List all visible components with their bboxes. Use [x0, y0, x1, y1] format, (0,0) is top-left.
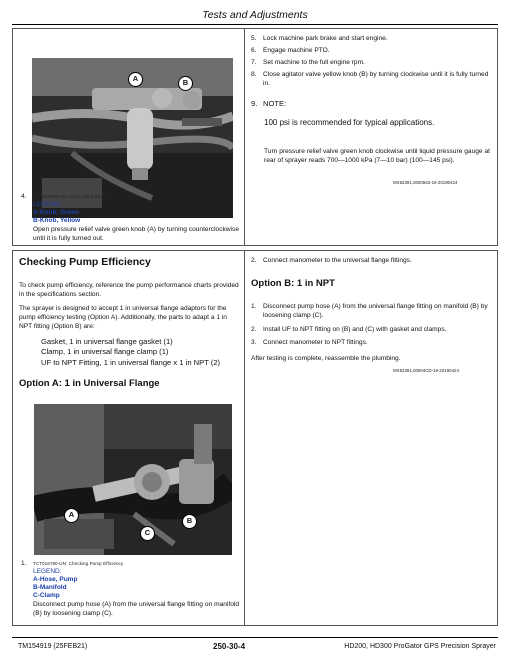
callout-c: C: [140, 526, 155, 541]
figure-id: TCT016780-UN: Checking Pump Efficiency: [33, 561, 124, 566]
parts-list-item: Clamp, 1 in universal flange clamp (1): [41, 347, 169, 357]
step-item: 6. Engage machine PTO.: [251, 47, 330, 54]
legend-item: B-Knob, Yellow: [33, 217, 81, 224]
after-testing-text: After testing is complete, reassemble the plumbing.: [251, 355, 401, 362]
figure-caption: Open pressure relief valve green knob (A) by turning counterclockwise until it is fully turned out.: [33, 226, 239, 243]
step-item: 7. Set machine to the full engine rpm.: [251, 59, 365, 66]
top-section-frame: [12, 28, 498, 246]
step-item: 5. Lock machine park brake and start engine.: [251, 35, 388, 42]
step-item: 2. Install UF to NPT fitting on (B) and (C) with gasket and clamps.: [251, 326, 447, 333]
note-label: 9. NOTE:: [251, 99, 287, 108]
callout-b: B: [182, 514, 197, 529]
legend-item: B-Manifold: [33, 584, 67, 591]
pump-flange-photo: [34, 404, 232, 555]
note-text: 100 psi is recommended for typical applications.: [264, 118, 435, 127]
footer-manual-id: TM154919 (25FEB21): [18, 643, 88, 650]
intro-paragraph: To check pump efficiency, reference the pump performance charts provided in the specifications section.: [19, 282, 239, 299]
bottom-section-frame: [12, 250, 498, 626]
figure-number: 1.: [21, 560, 27, 567]
step-item: 2. Connect manometer to the universal flange fittings.: [251, 257, 412, 264]
step-item: 8. Close agitator valve yellow knob (B) by turning clockwise until it is fully turned in.: [251, 71, 489, 87]
parts-list-item: Gasket, 1 in universal flange gasket (1): [41, 337, 173, 346]
figure-caption: Disconnect pump hose (A) from the universal flange fitting on manifold (B) by loosening clamp (C).: [33, 601, 239, 618]
doc-id: MX52391,00004CD-19-20190424: [393, 368, 459, 373]
footer-page-number: 250-30-4: [213, 642, 246, 651]
step-item: 3. Connect manometer to NPT fittings.: [251, 339, 368, 346]
callout-a: A: [128, 72, 143, 87]
bottom-column-divider: [244, 251, 245, 625]
top-column-divider: [244, 29, 245, 245]
callout-b: B: [178, 76, 193, 91]
legend-title: LEGEND:: [33, 201, 62, 208]
option-b-title: Option B: 1 in NPT: [251, 278, 335, 289]
figure-number: 4.: [21, 193, 27, 200]
parts-list-item: UF to NPT Fitting, 1 in universal flange x 1 in NPT (2): [41, 357, 221, 367]
page-header-title: Tests and Adjustments: [202, 9, 308, 21]
step-item: 1. Disconnect pump hose (A) from the universal flange fitting on manifold (B) by loosening clamp (C).: [251, 303, 488, 319]
callout-a: A: [64, 508, 79, 523]
header-rule: [12, 24, 498, 25]
footer-product-name: HD200, HD300 ProGator GPS Precision Sprayer: [344, 643, 496, 650]
option-a-title: Option A: 1 in Universal Flange: [19, 378, 160, 389]
intro-paragraph-2: The sprayer is designed to accept 1 in universal flange adaptors for the pump efficiency testing (Option A). Additionally, the parts to adapt a 1 in NPT fitting (Option B) are:: [19, 305, 227, 331]
section-title: Checking Pump Efficiency: [19, 256, 151, 268]
pressure-paragraph: Turn pressure relief valve green knob clockwise until liquid pressure gauge at rear of sprayer reads 700—1000 kPa (7—10 bar) (100—145 psi).: [264, 148, 490, 165]
legend-item: C-Clamp: [33, 592, 60, 599]
footer-rule: [12, 637, 498, 638]
legend-title: LEGEND:: [33, 568, 62, 575]
parts-list: [41, 337, 241, 368]
legend-item: A-Hose, Pump: [33, 576, 78, 583]
figure-id: TCT016290-UN: Close Inline Strainer: [33, 194, 112, 199]
legend-item: A-Knob, Green: [33, 209, 79, 216]
doc-id: MX52391,0000563-19-20190424: [393, 180, 458, 185]
